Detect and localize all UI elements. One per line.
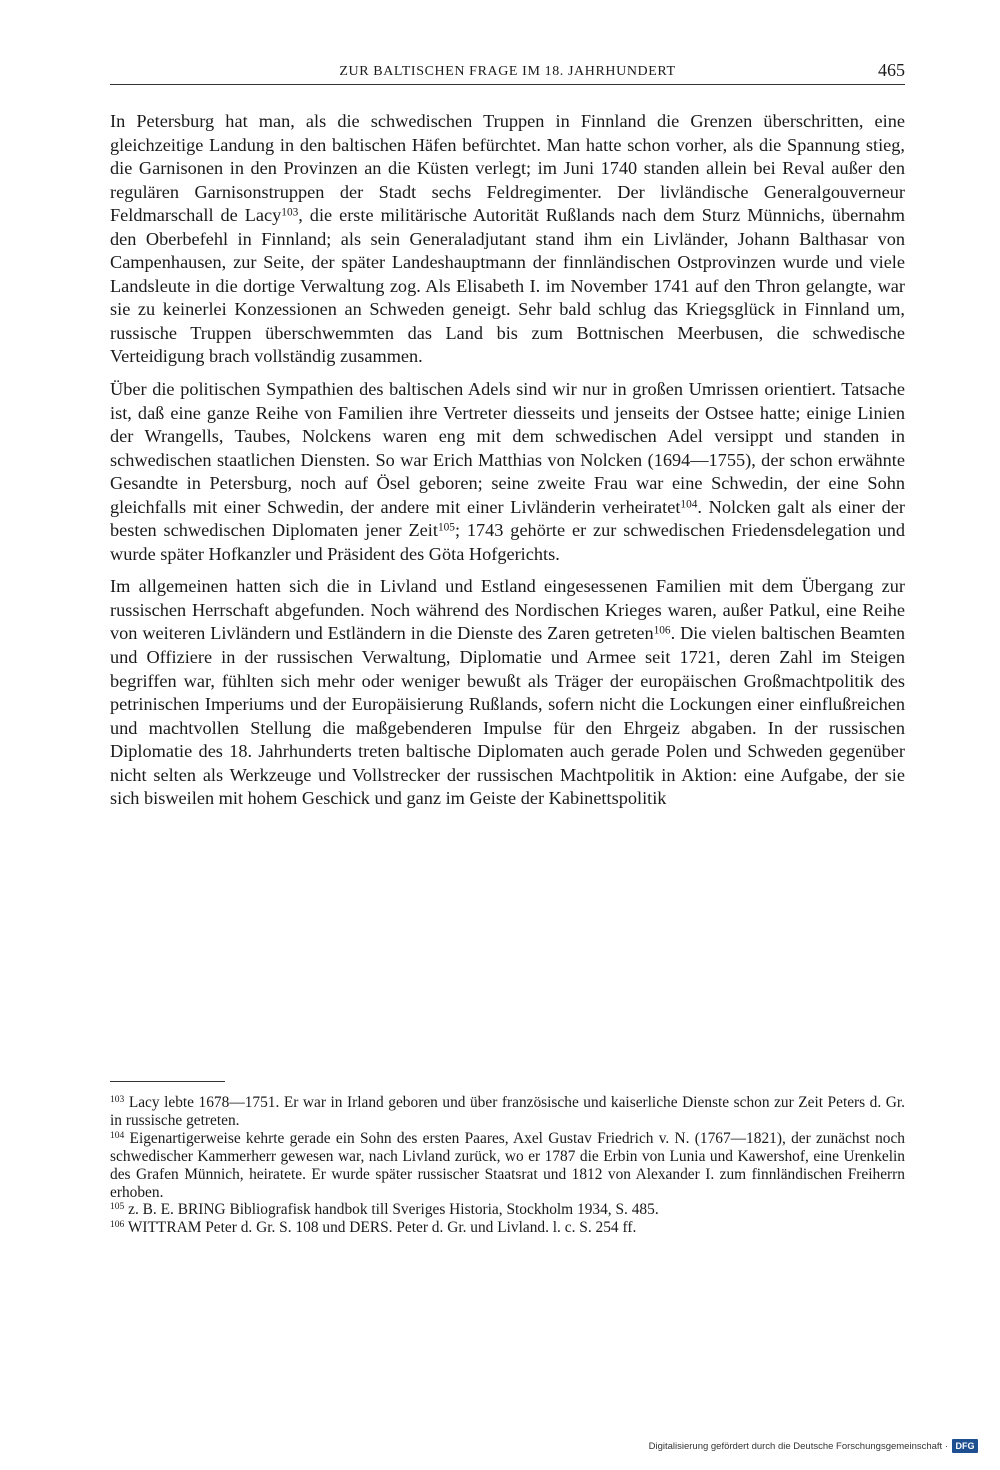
footnote-text: Eigenartigerweise kehrte gerade ein Sohn des ersten Paares, Axel Gustav Friedrich v. N. (1767—1821), der zunächst noch schwedischer Kammerherr gewesen war, nach Livland zurück, wo er 1787 die Erbin von Lunia und Kawershof, eine Urenkelin des Grafen Münnich, heiratete. Er wurde später russischer Staatsrat und 1812 von Alexander I. zum finnländischen Freiherrn erhoben.	[110, 1129, 905, 1201]
paragraph-text: Über die politischen Sympathien des baltischen Adels sind wir nur in großen Umrissen orientiert. Tatsache ist, daß eine ganze Reihe von Familien ihre Vertreter diesseits und jenseits der Ostsee hatte; einige Linien der Wrangells, Taubes, Nolckens waren eng mit dem schwedischen Adel versippt und standen in schwedischen staatlichen Diensten. So war Erich Matthias von Nolcken (1694—1755), der schon erwähnte Gesandte in Petersburg, noch auf Ösel geboren; seine zweite Frau war eine Schwedin, der eine Sohn gleichfalls mit einer Schwedin, der andere mit einer Livländerin verheiratet	[110, 379, 905, 517]
footnote-105	[110, 1201, 905, 1219]
footnote-number: 104	[110, 1130, 125, 1142]
credit-text: Digitalisierung gefördert durch die Deutsche Forschungsgemeinschaft ·	[648, 1440, 948, 1452]
body-text	[110, 110, 905, 820]
footnote-number: 103	[110, 1094, 125, 1106]
running-header	[110, 62, 905, 86]
page-number: 465	[878, 60, 905, 80]
paragraph-text: . Die vielen baltischen Beamten und Offiziere in der russischen Verwaltung, Diplomatie und Armee seit 1721, deren Zahl im Steigen begriffen war, fühlten sich mehr oder weniger bewußt als Träger der europäischen Großmachtpolitik des petrinischen Imperiums und der Europäisierung Rußlands, sofern nicht die Lockungen einer einflußreichen und machtvollen Stellung die maßgebenderen Impulse für den Ehrgeiz abgaben. In der russischen Diplomatie des 18. Jahrhunderts treten baltische Diplomaten auch gerade Polen und Schweden gegenüber nicht selten als Werkzeuge und Vollstrecker der russischen Machtpolitik in Aktion: eine Aufgabe, der sie sich bisweilen mit hohem Geschick und ganz im Geiste der Kabinettspolitik	[110, 623, 905, 809]
paragraph-text: ; 1743 gehörte er zur schwedischen Friedensdelegation und wurde später Hofkanzler und Präsident des Göta Hofgerichts.	[110, 520, 905, 564]
footnote-separator	[110, 1081, 225, 1082]
footnote-ref-103: 103	[281, 206, 299, 219]
footnote-text: Lacy lebte 1678—1751. Er war in Irland geboren und über französische und kaiserliche Dienste schon zur Zeit Peters d. Gr. in russische getreten.	[110, 1094, 905, 1129]
paragraph-1	[110, 110, 905, 369]
footnotes	[110, 1094, 905, 1237]
footnote-text: WITTRAM Peter d. Gr. S. 108 und DERS. Peter d. Gr. und Livland. l. c. S. 254 ff.	[124, 1219, 637, 1237]
footnote-number: 106	[110, 1219, 125, 1231]
footnote-106	[110, 1219, 905, 1237]
footnote-103	[110, 1094, 905, 1130]
footnote-text: z. B. E. BRING Bibliografisk handbok till Sveriges Historia, Stockholm 1934, S. 485.	[124, 1201, 659, 1219]
paragraph-2	[110, 378, 905, 566]
paragraph-3	[110, 575, 905, 810]
footnote-ref-105: 105	[437, 521, 455, 534]
footnote-104	[110, 1130, 905, 1202]
header-rule	[110, 84, 905, 85]
paragraph-text: . Nolcken galt als einer der besten schwedischen Diplomaten jener Zeit	[110, 496, 905, 541]
paragraph-text: In Petersburg hat man, als die schwedischen Truppen in Finnland die Grenzen überschritten, eine gleichzeitige Landung in den baltischen Häfen befürchtet. Man hatte schon vorher, als die Spannung stieg, die Garnisonen in den Provinzen an die Küsten verlegt; im Juni 1740 standen allein bei Reval außer den regulären Garnisonstruppen der Stadt sechs Feldregimenter. Der livländische Generalgouverneur Feldmarschall de Lacy	[110, 111, 905, 226]
digitization-credit	[649, 1437, 978, 1455]
paragraph-text: Im allgemeinen hatten sich die in Livland und Estland eingesessenen Familien mit dem Übergang zur russischen Herrschaft abgefunden. Noch während des Nordischen Krieges waren, außer Patkul, eine Reihe von weiteren Livländern und Estländern in die Dienste des Zaren getreten	[110, 576, 905, 644]
running-title: ZUR BALTISCHEN FRAGE IM 18. JAHRHUNDERT	[339, 64, 676, 79]
footnote-ref-106: 106	[653, 624, 671, 637]
footnote-number: 105	[110, 1201, 125, 1213]
paragraph-text: , die erste militärische Autorität Rußlands nach dem Sturz Münnichs, übernahm den Oberbefehl in Finnland; als sein Generaladjutant stand ihm ein Livländer, Johann Balthasar von Campenhausen, zur Seite, der später Landeshauptmann der finnländischen Ostprovinzen wurde und viele Landsleute in die dortige Verwaltung zog. Als Elisabeth I. im November 1741 auf den Thron gelangte, war sie zu keinerlei Konzessionen an Schweden geneigt. Sehr bald schlug das Kriegsglück in Finnland um, russische Truppen überschwemmten das Land bis zum Bottnischen Meerbusen, die schwedische Verteidigung brach vollständig zusammen.	[110, 205, 906, 367]
dfg-logo: DFG	[952, 1439, 978, 1453]
footnote-ref-104: 104	[680, 498, 698, 511]
